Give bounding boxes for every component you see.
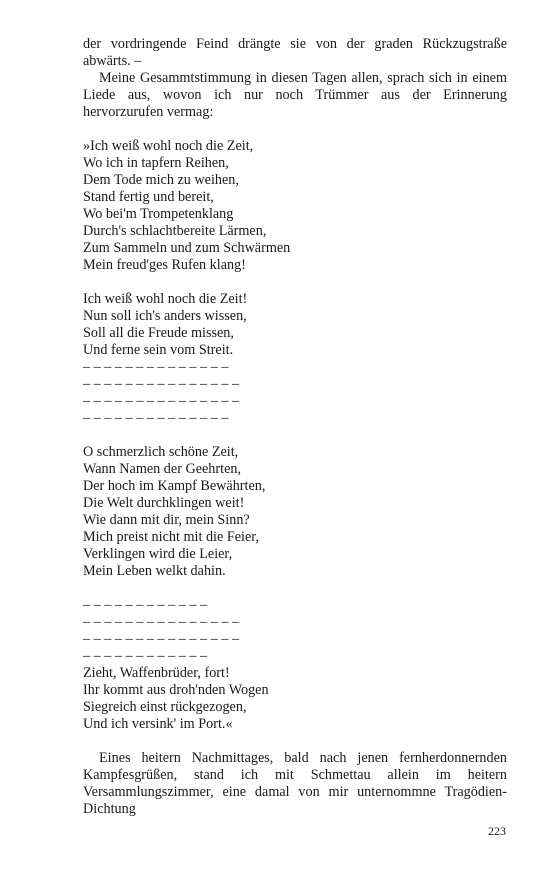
spacer xyxy=(83,580,507,597)
paragraph-closing: Eines heitern Nachmittages, bald nach jenen fernherdonnernden Kampfesgrüßen, stand ich mit Schmettau allein im heitern Versammlungszimmer, eine damal von mir unternommne Tragödien-Dichtung xyxy=(83,750,507,817)
verse-line: Und ferne sein vom Streit. xyxy=(83,342,234,358)
spacer xyxy=(83,427,507,444)
verse-line: Wann Namen der Geehrten, xyxy=(83,461,242,477)
poem-stanza-1 xyxy=(83,138,507,274)
ellipsis-dash-line: – – – – – – – – – – – – – – xyxy=(83,359,229,375)
poem-stanza-4 xyxy=(83,597,507,733)
verse-line: Mein freud'ges Rufen klang! xyxy=(83,257,246,273)
verse-line: Stand fertig und bereit, xyxy=(83,189,214,205)
ellipsis-dash-line: – – – – – – – – – – – – xyxy=(83,597,208,613)
verse-line: O schmerzlich schöne Zeit, xyxy=(83,444,239,460)
ellipsis-dash-line: – – – – – – – – – – – – – – xyxy=(83,410,229,426)
spacer xyxy=(83,733,507,750)
verse-line: Zieht, Waffenbrüder, fort! xyxy=(83,665,230,681)
verse-line: »Ich weiß wohl noch die Zeit, xyxy=(83,138,254,154)
spacer xyxy=(83,121,507,138)
verse-line: Wie dann mit dir, mein Sinn? xyxy=(83,512,250,528)
poem-stanza-2 xyxy=(83,291,507,427)
verse-line: Und ich versink' im Port.« xyxy=(83,716,233,732)
paragraph-intro: Meine Gesammtstimmung in diesen Tagen allen, sprach sich in einem Liede aus, wovon ich nur noch Trümmer aus der Erinnerung hervorzurufen vermag: xyxy=(83,70,507,120)
ellipsis-dash-line: – – – – – – – – – – – – – – – xyxy=(83,393,240,409)
page-body xyxy=(83,36,507,818)
page-number: 223 xyxy=(488,824,506,838)
verse-line: Durch's schlachtbereite Lärmen, xyxy=(83,223,267,239)
ellipsis-dash-line: – – – – – – – – – – – – – – – xyxy=(83,631,240,647)
verse-line: Zum Sammeln und zum Schwärmen xyxy=(83,240,291,256)
poem-stanza-3 xyxy=(83,444,507,580)
verse-line: Soll all die Freude missen, xyxy=(83,325,234,341)
verse-line: Der hoch im Kampf Bewährten, xyxy=(83,478,266,494)
verse-line: Siegreich einst rückgezogen, xyxy=(83,699,247,715)
paragraph-continuation: der vordringende Feind drängte sie von der graden Rückzugstraße abwärts. – xyxy=(83,36,507,69)
verse-line: Mich preist nicht mit die Feier, xyxy=(83,529,259,545)
verse-line: Nun soll ich's anders wissen, xyxy=(83,308,247,324)
verse-line: Ich weiß wohl noch die Zeit! xyxy=(83,291,248,307)
verse-line: Verklingen wird die Leier, xyxy=(83,546,233,562)
verse-line: Ihr kommt aus droh'nden Wogen xyxy=(83,682,269,698)
ellipsis-dash-line: – – – – – – – – – – – – – – – xyxy=(83,614,240,630)
ellipsis-dash-line: – – – – – – – – – – – – – – – xyxy=(83,376,240,392)
verse-line: Wo ich in tapfern Reihen, xyxy=(83,155,229,171)
verse-line: Dem Tode mich zu weihen, xyxy=(83,172,239,188)
verse-line: Die Welt durchklingen weit! xyxy=(83,495,245,511)
spacer xyxy=(83,274,507,291)
ellipsis-dash-line: – – – – – – – – – – – – xyxy=(83,648,208,664)
verse-line: Mein Leben welkt dahin. xyxy=(83,563,226,579)
verse-line: Wo bei'm Trompetenklang xyxy=(83,206,234,222)
